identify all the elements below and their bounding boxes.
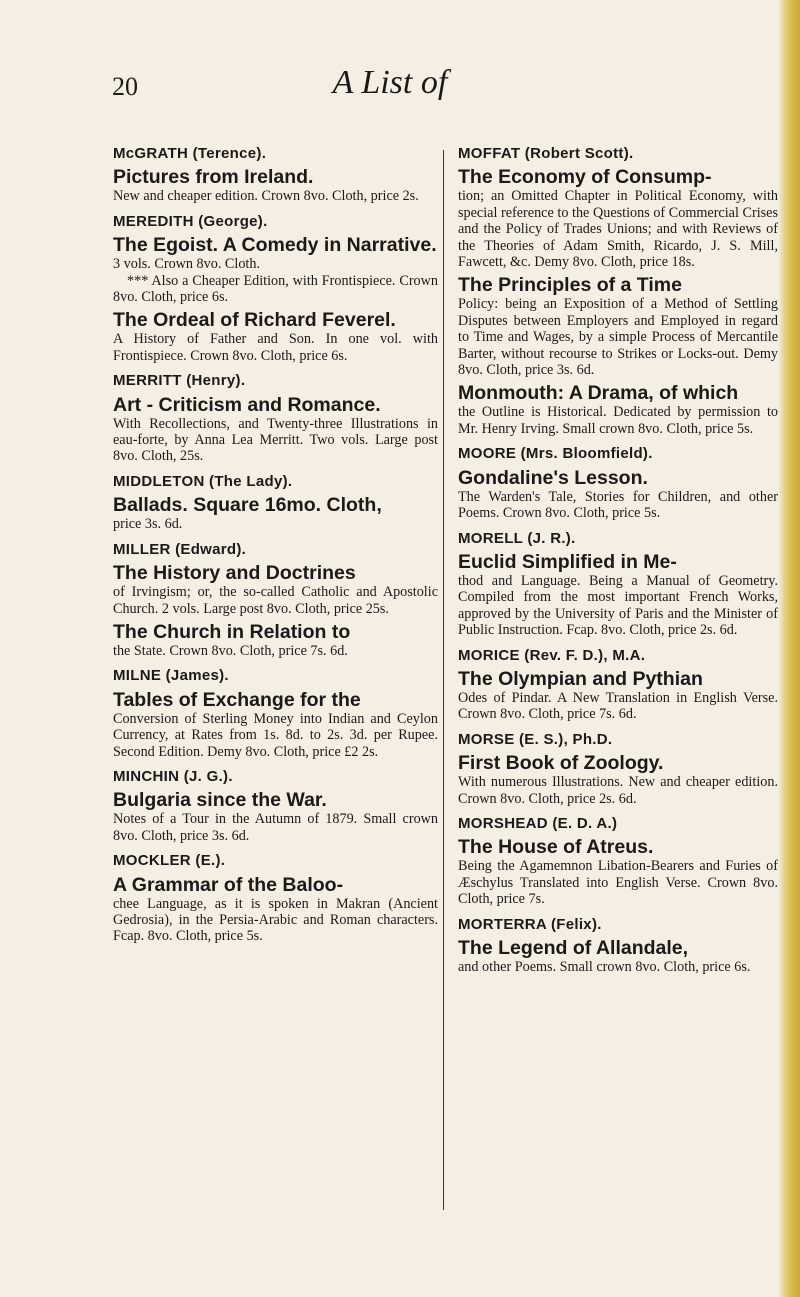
entry-author: MILLER (Edward).: [113, 540, 247, 558]
entry-title: The Egoist. A Comedy in Narrative.: [113, 234, 437, 257]
catalog-entry: [458, 732, 778, 807]
entry-author: MOCKLER (E.).: [113, 852, 226, 870]
catalog-entry: [113, 542, 438, 660]
catalog-entry: [458, 648, 778, 723]
entry-title: Bulgaria since the War.: [113, 789, 327, 812]
entry-title: Gondaline's Lesson.: [458, 466, 648, 489]
entry-title: The Principles of a Time: [458, 274, 682, 297]
catalog-entry: [113, 214, 438, 364]
entry-author: MOFFAT (Robert Scott).: [458, 145, 634, 162]
entry-author: MINCHIN (J. G.).: [113, 767, 233, 785]
entry-description: Policy: being an Exposition of a Method of Settling Disputes between Employers and Employed in regard to Time and Wages, by a simple Process of Mercantile Barter, without recourse to Strikes or Locks-out. Demy 8vo. Cloth, price 3s. 6d.: [458, 296, 778, 379]
entry-title: The Economy of Consump-: [458, 166, 712, 189]
catalog-entry: [458, 917, 778, 976]
entry-description: 3 vols. Crown 8vo. Cloth.: [113, 256, 261, 273]
entry-title: First Book of Zoology.: [458, 752, 664, 775]
entry-author: MIDDLETON (The Lady).: [113, 472, 293, 490]
entry-title: Monmouth: A Drama, of which: [458, 382, 739, 405]
entry-description: the Outline is Historical. Dedicated by permission to Mr. Henry Irving. Small crown 8vo. Cloth, price 5s.: [458, 404, 778, 437]
catalog-entry: [458, 146, 778, 437]
entry-description: With Recollections, and Twenty-three Illustrations in eau-forte, by Anna Lea Merritt. Two vols. Large post 8vo. Cloth, 25s.: [113, 415, 438, 465]
entry-description: of Irvingism; or, the so-called Catholic and Apostolic Church. 2 vols. Large post 8vo. Cloth, price 25s.: [113, 584, 438, 617]
entry-description: tion; an Omitted Chapter in Political Economy, with special reference to the Questions of Commercial Crises and the Policy of Trades Unions; and with Reviews of the Theories of Adam Smith, Ricardo, J. S. Mill, Fawcett, &c. Demy 8vo. Cloth, price 18s.: [458, 188, 778, 271]
entry-description: price 3s. 6d.: [113, 516, 183, 533]
entry-description: The Warden's Tale, Stories for Children, and other Poems. Crown 8vo. Cloth, price 5s.: [458, 488, 778, 522]
entry-title: The Ordeal of Richard Feverel.: [113, 309, 396, 332]
page-header: [0, 0, 780, 110]
entry-title: Ballads. Square 16mo. Cloth,: [113, 494, 382, 517]
entry-author: MORSE (E. S.), Ph.D.: [458, 730, 613, 748]
entry-description: chee Language, as it is spoken in Makran (Ancient Gedrosia), in the Persia-Arabic and Roman characters. Fcap. 8vo. Cloth, price 5s.: [113, 895, 438, 945]
running-title: A List of: [332, 64, 448, 101]
catalog-entry: [113, 853, 438, 945]
entry-description: and other Poems. Small crown 8vo. Cloth, price 6s.: [458, 959, 751, 975]
catalog-entry: [113, 474, 438, 533]
catalog-entry: [113, 373, 438, 465]
catalog-entry: [458, 531, 778, 639]
entry-description: A History of Father and Son. In one vol. with Frontispiece. Crown 8vo. Cloth, price 6s.: [113, 331, 438, 364]
page-edge: [778, 0, 800, 1297]
entry-title: Euclid Simplified in Me-: [458, 550, 677, 573]
entry-author: MORELL (J. R.).: [458, 529, 576, 547]
entry-description: New and cheaper edition. Crown 8vo. Cloth, price 2s.: [113, 188, 419, 205]
entry-description: With numerous Illustrations. New and cheaper edition. Crown 8vo. Cloth, price 2s. 6d.: [458, 774, 778, 807]
entry-description: *** Also a Cheaper Edition, with Frontispiece. Crown 8vo. Cloth, price 6s.: [113, 272, 438, 306]
entry-author: MORICE (Rev. F. D.), M.A.: [458, 646, 646, 664]
entry-description: the State. Crown 8vo. Cloth, price 7s. 6d.: [113, 642, 348, 659]
entry-author: MORTERRA (Felix).: [458, 915, 602, 933]
entry-author: MILNE (James).: [113, 667, 229, 685]
entry-title: The Olympian and Pythian: [458, 667, 703, 690]
entry-description: Notes of a Tour in the Autumn of 1879. Small crown 8vo. Cloth, price 3s. 6d.: [113, 811, 438, 844]
entry-title: Pictures from Ireland.: [113, 166, 314, 189]
entry-description: Being the Agamemnon Libation-Bearers and Furies of Æschylus Translated into English Verse. Crown 8vo. Cloth, price 7s.: [458, 858, 778, 908]
entry-author: MORSHEAD (E. D. A.): [458, 814, 618, 832]
catalog-entry: [113, 668, 438, 760]
page-number: 20: [112, 72, 138, 101]
catalog-entry: [113, 146, 438, 205]
catalog-entry: [458, 816, 778, 908]
entry-author: McGRATH (Terence).: [113, 145, 267, 162]
entry-title: The Legend of Allandale,: [458, 937, 689, 959]
entry-title: Art - Criticism and Romance.: [113, 393, 381, 416]
left-column: [113, 146, 438, 954]
right-column: [458, 146, 778, 984]
entry-author: MEREDITH (George).: [113, 212, 268, 230]
entry-title: The House of Atreus.: [458, 836, 654, 859]
catalog-entry: [458, 446, 778, 521]
entry-author: MERRITT (Henry).: [113, 372, 246, 390]
catalog-entry: [113, 769, 438, 844]
entry-title: A Grammar of the Baloo-: [113, 873, 344, 896]
entry-description: Conversion of Sterling Money into Indian and Ceylon Currency, at Rates from 1s. 8d. to 2s. 3d. per Rupee. Second Edition. Demy 8vo. Cloth, price £2 2s.: [113, 710, 438, 760]
entry-title: Tables of Exchange for the: [113, 688, 361, 711]
entry-description: Odes of Pindar. A New Translation in English Verse. Crown 8vo. Cloth, price 7s. 6d.: [458, 689, 778, 723]
entry-title: The Church in Relation to: [113, 620, 351, 643]
column-divider: [443, 150, 444, 1210]
entry-title: The History and Doctrines: [113, 562, 356, 585]
entry-description: thod and Language. Being a Manual of Geometry. Compiled from the most important French Works, approved by the University of Paris and the Minister of Public Instruction. Fcap. 8vo. Cloth, price 2s. 6d.: [458, 572, 778, 639]
entry-author: MOORE (Mrs. Bloomfield).: [458, 445, 653, 463]
